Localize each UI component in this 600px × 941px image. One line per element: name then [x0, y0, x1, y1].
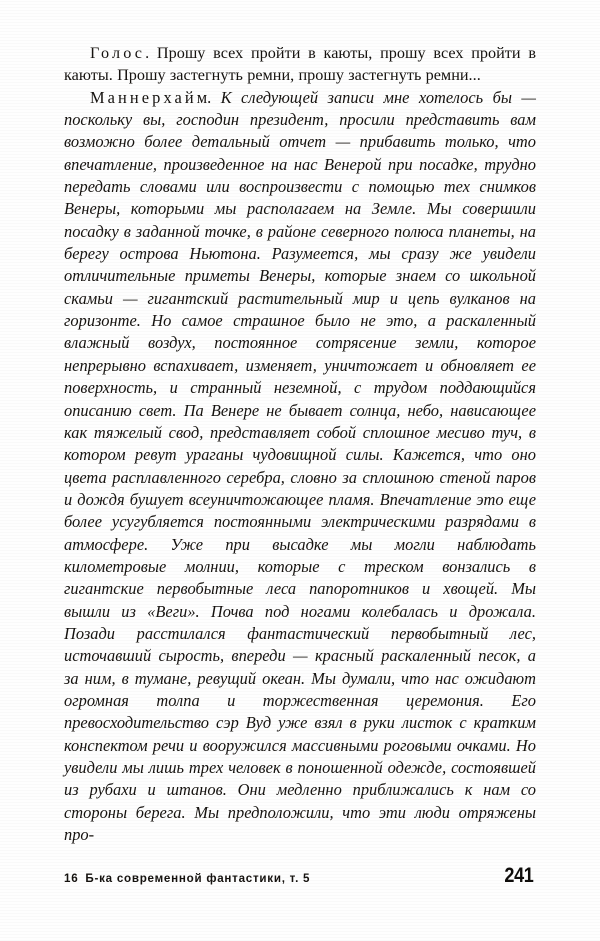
- page-text-block: [64, 42, 536, 846]
- signature-title: Б-ка современной фантастики, т. 5: [85, 872, 311, 885]
- speaker-name-mannerheim: Маннерхай: [90, 87, 197, 107]
- speaker-name-voice-punctuation: .: [145, 44, 157, 62]
- paragraph-mannerheim: [64, 87, 536, 847]
- paragraph-mannerheim-text: К следующей записи мне хотелось бы — поскольку вы, господин президент, просили представить вам возможно более детальный отчет — прибавить только, что впечатление, произведенное на нас Венерой при посадке, трудно передать словами или воспроизвести с помощью тех снимков Венеры, которыми мы располагаем на Земле. Мы совершили посадку в заданной точке, в районе северного полюса планеты, на берегу острова Ньютона. Разумеется, мы сразу же увидели отличительные приметы Венеры, которые знаем со школьной скамьи — гигантский растительный мир и цепь вулканов на горизонте. Но самое страшное было не это, а раскаленный влажный воздух, постоянное сотрясение земли, которое непрерывно вспахивает, изменяет, уничтожает и обновляет ее поверхность, и странный неземной, с трудом поддающийся описанию свет. Па Венере не бывает солнца, небо, нависающее как тяжелый свод, представляет собой сплошное месиво туч, в котором ревут ураганы чудовищной силы. Кажется, что оно цвета расплавленного серебра, словно за сплошною стеной паров и дождя бушует всеуничтожающее пламя. Впечатление это еще более усугубляется постоянными электрическими разрядами в атмосфере. Уже при высадке мы могли наблюдать километровые молнии, которые с треском вонзались в гигантские первобытные леса папоротников и хвощей. Мы вышли из «Веги». Почва под ногами колебалась и дрожала. Позади расстилался фантастический первобытный лес, источавший сырость, впереди — красный раскаленный песок, а за ним, в тумане, ревущий океан. Мы думали, что нас ожидают огромная толпа и торжественная церемония. Его превосходительство сэр Вуд уже взял в руки листок с кратким конспектом речи и вооружился массивными роговыми очками. Но увидели мы лишь трех человек в поношенной одежде, состоявшей из рубахи и штанов. Они медленно приближались к нам со стороны берега. Мы предположили, что эти люди отряжены про-: [64, 87, 537, 845]
- speaker-name-voice: Голос: [90, 44, 146, 62]
- paragraph-voice-text: Прошу всех пройти в каюты, прошу всех пройти в каюты. Прошу застегнуть ремни, прошу застегнуть ремни...: [64, 44, 537, 85]
- paragraph-voice: [64, 42, 536, 87]
- page-footer: [64, 864, 536, 886]
- page-number: 241: [504, 864, 534, 887]
- signature-mark: [64, 872, 310, 885]
- signature-number: 16: [64, 872, 79, 885]
- speaker-name-mannerheim-punctuation: м.: [196, 87, 221, 107]
